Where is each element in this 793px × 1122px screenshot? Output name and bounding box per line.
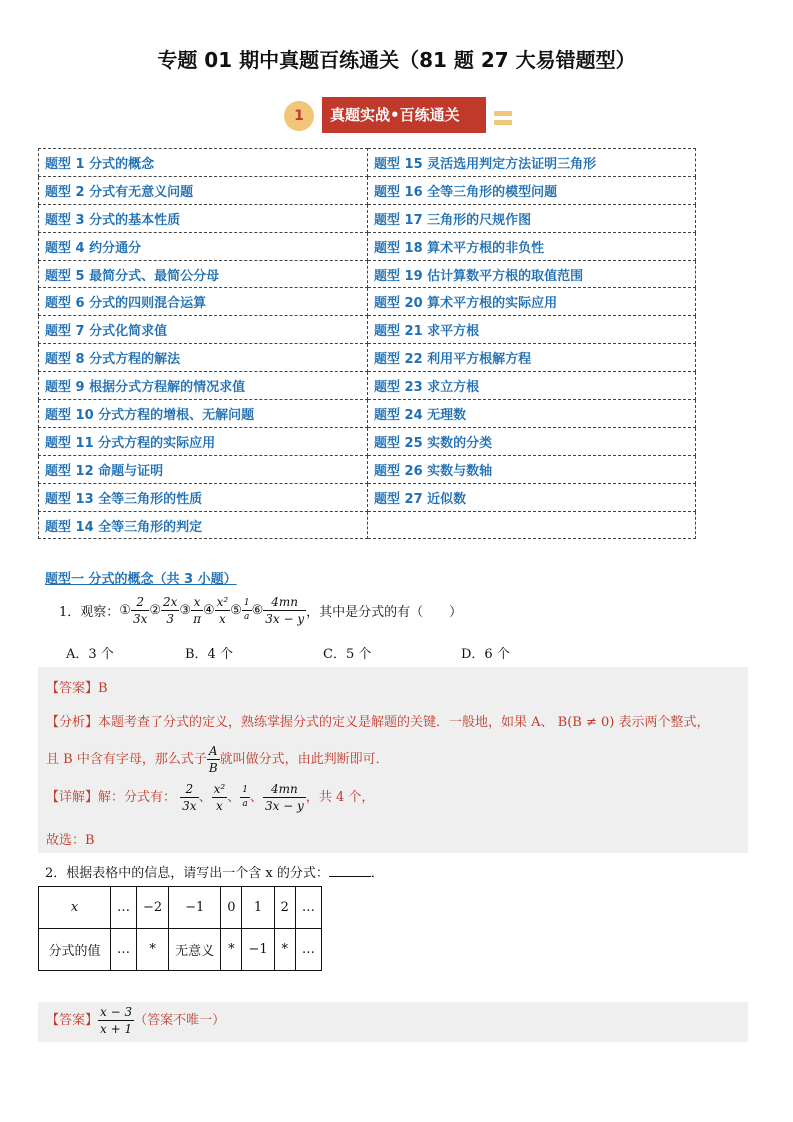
topic-row [39, 455, 696, 483]
topic-item[interactable]: 题型 1 分式的概念 [39, 149, 368, 177]
item-marker: ③ [179, 603, 192, 618]
fraction: $\frac{1}{a}$ [243, 598, 250, 622]
fraction: $\frac{2}{3x}$ [132, 595, 148, 626]
value-table-cell: −1 [242, 929, 274, 971]
topic-item[interactable]: 题型 27 近似数 [368, 483, 696, 511]
topic-item[interactable]: 题型 8 分式方程的解法 [39, 344, 368, 372]
topic-item[interactable]: 题型 16 全等三角形的模型问题 [368, 176, 696, 204]
question-1 [45, 596, 765, 634]
topic-row [39, 344, 696, 372]
fraction: $\frac{1}{a}$ [242, 785, 248, 809]
topic-item[interactable]: 题型 23 求立方根 [368, 372, 696, 400]
banner-decoration [494, 111, 512, 116]
section-banner [284, 97, 512, 135]
value-table-row [39, 887, 322, 929]
topic-item[interactable]: 题型 3 分式的基本性质 [39, 204, 368, 232]
fraction: $\frac{\text{x²}}{x}$ [213, 782, 226, 813]
value-table-cell: … [295, 887, 321, 929]
topic-row [39, 204, 696, 232]
topic-item[interactable]: 题型 21 求平方根 [368, 316, 696, 344]
value-table-row [39, 929, 322, 971]
option-c: C．5 个 [323, 647, 372, 662]
detail-line: 【详解】解：分式有： $\frac{2}{3x}$ 、 $\frac{\text{x²}}{x}$ 、 $\frac{1}{a}$ 、 $\frac{4mn}{3x - y}$ ，共 4 个， [46, 782, 375, 813]
section-heading: 题型一 分式的概念（共 3 小题） [45, 572, 237, 587]
topic-item[interactable]: 题型 20 算术平方根的实际应用 [368, 288, 696, 316]
banner-decoration [494, 120, 512, 125]
topic-row [39, 400, 696, 428]
answer-line: 【答案】 $\frac{x - 3}{x + 1}$ （答案不唯一） [46, 1005, 226, 1036]
topic-row [39, 176, 696, 204]
value-table-cell: 分式的值 [39, 929, 111, 971]
answer-box-1 [38, 667, 748, 853]
question-2: 2．根据表格中的信息，请写出一个含 x 的分式： ． [45, 866, 384, 881]
value-table-cell: 1 [242, 887, 274, 929]
topic-item[interactable]: 题型 24 无理数 [368, 400, 696, 428]
answer-box-2 [38, 1002, 748, 1042]
answer-line: 【答案】B [46, 681, 108, 696]
fraction: $\frac{x - 3}{x + 1}$ [100, 1005, 133, 1036]
answer-value: B [98, 681, 108, 696]
topic-item[interactable]: 题型 18 算术平方根的非负性 [368, 232, 696, 260]
topic-row [39, 149, 696, 177]
value-table-cell: 2 [274, 887, 295, 929]
choice-line: 故选：B [46, 833, 95, 848]
topic-row [39, 316, 696, 344]
topic-row [39, 232, 696, 260]
value-table-cell: … [111, 929, 137, 971]
topic-item[interactable]: 题型 14 全等三角形的判定 [39, 511, 368, 539]
topic-index-table [38, 148, 696, 539]
option-b: B．4 个 [185, 647, 233, 662]
value-table-cell: −1 [169, 887, 221, 929]
item-marker: ⑤ [230, 603, 242, 618]
topic-item[interactable]: 题型 19 估计算数平方根的取值范围 [368, 260, 696, 288]
fraction: $\frac{2x}{3}$ [163, 595, 178, 626]
topic-row [39, 511, 696, 539]
topic-row [39, 483, 696, 511]
analysis-line-1: 【分析】本题考查了分式的定义，熟练掌握分式的定义是解题的关键．一般地，如果 A、 B(B ≠ 0) 表示两个整式， [46, 715, 710, 730]
analysis-line-2: 且 B 中含有字母，那么式子 $\frac{A}{B}$ 就叫做分式，由此判断即可． [46, 744, 389, 775]
banner-label: 真题实战•百练通关 [322, 97, 486, 133]
topic-item[interactable]: 题型 15 灵活选用判定方法证明三角形 [368, 149, 696, 177]
answer-note: （答案不唯一） [134, 1013, 226, 1028]
topic-row [39, 372, 696, 400]
option-a: A．3 个 [66, 647, 114, 662]
value-table-cell: … [295, 929, 321, 971]
topic-item[interactable]: 题型 13 全等三角形的性质 [39, 483, 368, 511]
fraction: $\frac{\text{x²}}{x}$ [216, 595, 229, 626]
question-number: 1．观察： [59, 605, 120, 620]
topic-item[interactable]: 题型 25 实数的分类 [368, 427, 696, 455]
question-tail: ，其中是分式的有（ ） [306, 605, 463, 620]
value-table-cell: * [221, 929, 242, 971]
topic-item[interactable]: 题型 11 分式方程的实际应用 [39, 427, 368, 455]
topic-row [39, 260, 696, 288]
topic-item[interactable]: 题型 9 根据分式方程解的情况求值 [39, 372, 368, 400]
value-table-cell: 0 [221, 887, 242, 929]
value-table-cell: −2 [137, 887, 169, 929]
topic-item[interactable]: 题型 4 约分通分 [39, 232, 368, 260]
banner-number: 1 [284, 101, 314, 131]
topic-row [39, 288, 696, 316]
topic-item[interactable]: 题型 12 命题与证明 [39, 455, 368, 483]
topic-item[interactable]: 题型 26 实数与数轴 [368, 455, 696, 483]
topic-item[interactable]: 题型 17 三角形的尺规作图 [368, 204, 696, 232]
topic-item[interactable]: 题型 6 分式的四则混合运算 [39, 288, 368, 316]
option-d: D．6 个 [461, 647, 510, 662]
fraction: $\frac{x}{\pi}$ [193, 595, 201, 626]
item-marker: ① [119, 603, 131, 618]
fraction: $\frac{4mn}{3x - y}$ [264, 782, 304, 813]
item-marker: ⑥ [251, 603, 264, 618]
page-title: 专题 01 期中真题百练通关（81 题 27 大易错题型） [157, 48, 636, 72]
question-1-expression [59, 596, 462, 625]
answer-blank[interactable] [329, 865, 371, 877]
topic-item[interactable] [368, 511, 696, 539]
topic-item[interactable]: 题型 22 利用平方根解方程 [368, 344, 696, 372]
topic-row [39, 427, 696, 455]
topic-item[interactable]: 题型 2 分式有无意义问题 [39, 176, 368, 204]
value-table-cell: 无意义 [169, 929, 221, 971]
item-marker: ④ [202, 603, 215, 618]
item-marker: ② [149, 603, 161, 618]
value-table-cell: … [111, 887, 137, 929]
topic-item[interactable]: 题型 7 分式化简求值 [39, 316, 368, 344]
topic-item[interactable]: 题型 5 最简分式、最简公分母 [39, 260, 368, 288]
value-table-cell: * [137, 929, 169, 971]
fraction: $\frac{2}{3x}$ [182, 782, 197, 813]
value-table-cell: x [39, 887, 111, 929]
fraction: $\frac{4mn}{3x - y}$ [265, 595, 305, 626]
topic-item[interactable]: 题型 10 分式方程的增根、无解问题 [39, 400, 368, 428]
value-table [38, 886, 322, 971]
value-table-cell: * [274, 929, 295, 971]
fraction: $\frac{A}{B}$ [208, 744, 218, 775]
